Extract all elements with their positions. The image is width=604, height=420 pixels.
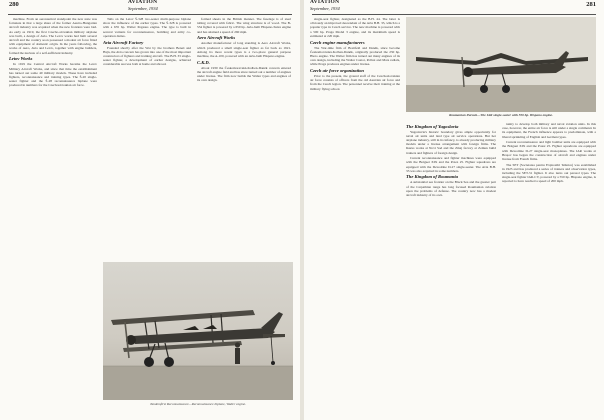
left-masthead [128, 0, 158, 11]
left-column-2 [103, 17, 191, 262]
right-col1-para3: Prior to the present, the ground staff of the Czechoslovakian air force consists of officers from the old Austrian air force and from the Czech legion. The personnel receive their training at the military flying school. [310, 74, 400, 91]
right-col2-para: Yugoslavia's historic boundary gives ample opportunity for naval air units and land type air service operations. But her airplane industry, still in its infancy, is already producing military models under a license arrangement with foreign firms. The Ikarus works at Novi Sad and the Zmaj factory at Zemun build trainers and fighters of foreign design. [406, 129, 496, 155]
left-column-1 [9, 17, 97, 352]
right-col3-para2: Current reconnaissance and light bomber units are equipped with the Bréguet XIX and the Potez 25. Fighter squadrons are equipped with Dewoitine D-27 single-seat monoplanes. The IAR works at Brașov has begun the construction of aircraft and engines under license from French firms. [502, 140, 596, 162]
left-header-rule [8, 14, 292, 15]
biplane-illustration [103, 262, 293, 400]
monoplane-illustration [406, 17, 596, 112]
right-page [304, 0, 604, 420]
right-masthead-date: September, 1934 [310, 5, 340, 11]
left-column-3 [197, 17, 291, 242]
right-column-3 [502, 122, 596, 412]
right-col1-heading: Czech engine manufacturers [310, 39, 365, 45]
left-col3-para2: Another manufacturer of long standing is Aero Aircraft Works, which produced a small single-seat fighter as far back as 1921. Among its more recent types is a two-place general purpose machine, the A-100, powered with an Avia-built Hispano engine. [197, 41, 291, 58]
right-column-1 [310, 17, 400, 412]
left-col3-heading2: C.K.D. [197, 59, 210, 65]
right-column-2 [406, 122, 496, 412]
left-masthead-title: AVIATION [128, 0, 158, 5]
right-col1-para: single-seat fighter, designated as the B.H. 44. The latter is obviously an improved descendant of the Avia B.H. 33, which is a popular type in Czech service. The new machine is powered with a 500 hp. Praga Model 3 engine, and its maximum speed is estimated at 220 mph. [310, 17, 400, 38]
right-photo-caption: Roumanian Pursuit—The IAR single-seater with 550 hp. Hispano engine. [449, 113, 553, 117]
left-masthead-date: September, 1934 [128, 5, 158, 11]
right-col3-para3: The SET (Societatea pentru Exploatări Tehnice) was established in 1923 and has produced a series of trainers and observation types, including the SET-31 fighter. It also turns out parasol types. The single-seat fighter IAR-CV, powered by a 550 hp. Hispano engine, is reported to have reached a speed of 200 mph. [502, 162, 596, 184]
right-col2-para2: Current reconnaissance and fighter machines were equipped with the Bréguet XIX and the Potez 25. Fighter squadrons are equipped with the Dewoitine D-27 single-seater. The Avia B.H. 33 was also acquired in some numbers. [406, 156, 496, 173]
left-page [0, 0, 300, 420]
left-col1-para: machine. From an aeronautical standpoint the new state was fortunate in that a large share of the former Austro-Hungarian aircraft industry was acquired when the new frontiers were laid. As early as 1919, the first Czecho-slovakian military airplane was built, a design of Avia. The Letov works had built several aircraft and the country soon possessed a modest air force fitted with equipment of domestic origin. In the years following, the works of Aero, Avia and Letov, together with engine builders, formed the nucleus of a self-sufficient industry. [9, 17, 97, 55]
left-page-number: 280 [9, 1, 19, 8]
left-col1-heading: Letov Works [9, 56, 33, 62]
left-col2-para2: Founded shortly after the War by the brothers Beneš and Hajn, the Avia concern has grown into one of the most important constructors of fighters and training aircraft. The B.H. 33 single-seater fighter, a development of earlier designs, achieved considerable success both at home and abroad. [103, 45, 191, 67]
left-col1-para2: In 1919 the Central Aircraft Works became the Letov Military Aircraft Works, and since that time the establishment has turned out some 40 military models. These have included fighters, reconnaissance and training types. The Š-20 single-seater fighter and the Š-28 reconnaissance biplane were produced in numbers for the Czechoslovakian air force. [9, 62, 97, 88]
right-masthead [310, 0, 340, 11]
left-col2-para: Tails on the Letov Š-328 two-seater multi-purpose biplane show the influence of the earlier types. The Š-328 is powered with a 635 hp. Walter Pegasus engine. The type is built in several variants for reconnaissance, bombing and army co-operation duties. [103, 17, 191, 38]
right-col1-para2: The War-time firm of Breitfeld and Daněk, since become Českomoravská-Kolben-Daněk, originally produced the 230 hp. Hiero engine. The Walter firm has turned out many engines of its own design, including the Walter Castor, Pollux and Mars radials, while Praga produces engines under license. [310, 45, 400, 67]
right-col2-heading: The Kingdom of Yugoslavia [406, 123, 459, 129]
biplane-photo [103, 262, 293, 400]
left-col3-para3: About 1930 the Českomoravská-Kolben-Daněk concern entered the aircraft engine field and has since turned out a number of engines under license. The firm now builds the Walter types and engines of its own design. [197, 65, 291, 83]
left-photo-caption: Tandemfirst Reconnaissance—Reconnaissance biplane, Walter engine. [150, 402, 246, 406]
right-col2-para3: A substantial sea frontier on the Black Sea and the greater part of the Carpathian range has long focused Roumanian aviation upon the problems of defense. The country now has a modest aircraft industry of its own. [406, 180, 496, 198]
left-col3-para: formed sheets in the British manner. The fuselage is of steel tubing covered with fabric. The wing structure is of wood. The B-534 fighter is powered by a 650 hp. Avia-built Hispano-Suiza engine and has attained a speed of 260 mph. [197, 17, 291, 34]
right-col1-heading2: Czech air force organization [310, 68, 364, 74]
right-header-rule [312, 14, 596, 15]
monoplane-photo [406, 17, 596, 112]
right-col2-heading2: The Kingdom of Roumania [406, 174, 458, 180]
right-masthead-title: AVIATION [310, 0, 340, 5]
left-col2-heading: Avia Aircraft Factory [103, 39, 144, 45]
right-page-number: 281 [586, 1, 596, 8]
right-col3-para: tunity to develop both military and naval aviation units. In this case, however, the entire air force is still under a single command. In its equipment, the French influence appears to predominate, with a liberal sprinkling of English and German types. [502, 122, 596, 139]
left-col3-heading: Aero Aircraft Works [197, 35, 236, 41]
